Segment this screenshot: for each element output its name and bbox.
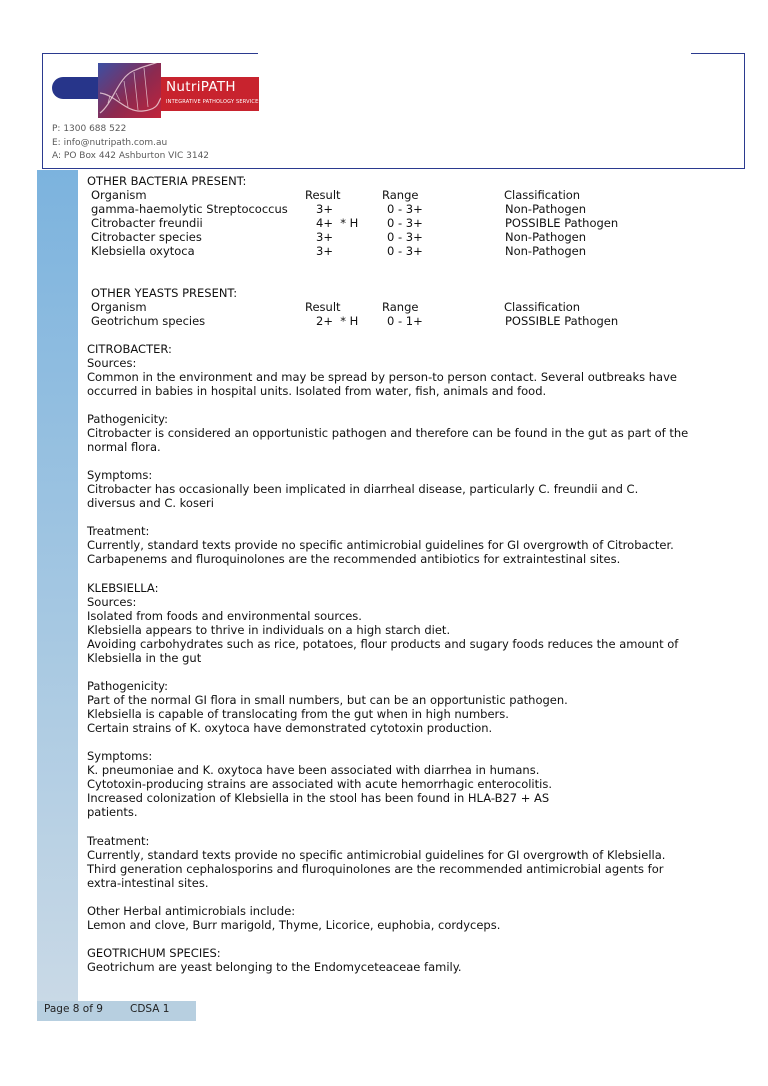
brand-name: NutriPATH <box>166 79 236 95</box>
page-number: Page 8 of 9 <box>44 1003 103 1015</box>
table-row-organism: Klebsiella oxytoca <box>91 244 195 258</box>
subheading: Pathogenicity: <box>87 412 169 426</box>
heading-citrobacter: CITROBACTER: <box>87 342 172 356</box>
text-line: Third generation cephalosporins and fluroquinolones are the recommended antimicrobial agents for <box>87 862 664 876</box>
table-row-organism: Citrobacter species <box>91 230 202 244</box>
subheading: Sources: <box>87 356 137 370</box>
subheading: Treatment: <box>87 524 150 538</box>
subheading: Symptoms: <box>87 468 153 482</box>
text-line: K. pneumoniae and K. oxytoca have been associated with diarrhea in humans. <box>87 763 540 777</box>
subheading: Sources: <box>87 595 137 609</box>
subheading: Pathogenicity: <box>87 679 169 693</box>
table-row-range: 0 - 3+ <box>387 230 423 244</box>
table-row-classification: POSSIBLE Pathogen <box>505 216 619 230</box>
text-line: Citrobacter is considered an opportunistic pathogen and therefore can be found in the gut as part of the <box>87 426 689 440</box>
subheading: Treatment: <box>87 834 150 848</box>
table-row-result: 2+ * H <box>316 314 359 328</box>
contact-address: A: PO Box 442 Ashburton VIC 3142 <box>52 151 210 161</box>
table-row-range: 0 - 3+ <box>387 202 423 216</box>
table-row-range: 0 - 3+ <box>387 244 423 258</box>
table-row-result: 3+ <box>316 244 333 258</box>
yeasts-header-result: Result <box>305 300 341 314</box>
sidebar-band <box>37 170 78 1002</box>
contact-phone: P: 1300 688 522 <box>52 124 127 134</box>
yeasts-header-range: Range <box>382 300 419 314</box>
logo-pill <box>52 77 102 99</box>
yeasts-header-organism: Organism <box>91 300 147 314</box>
text-line: Klebsiella in the gut <box>87 651 202 665</box>
dna-logo-icon <box>98 63 161 118</box>
text-line: Cytotoxin-producing strains are associated with acute hemorrhagic enterocolitis. <box>87 777 552 791</box>
heading-geotrichum: GEOTRICHUM SPECIES: <box>87 946 221 960</box>
table-row-classification: Non-Pathogen <box>505 230 587 244</box>
bacteria-header-result: Result <box>305 188 341 202</box>
table-row-organism: Geotrichum species <box>91 314 206 328</box>
table-row-result: 3+ <box>316 230 333 244</box>
table-row-classification: Non-Pathogen <box>505 244 587 258</box>
text-line: Certain strains of K. oxytoca have demonstrated cytotoxin production. <box>87 721 493 735</box>
text-line: Citrobacter has occasionally been implicated in diarrheal disease, particularly C. freundii and C. <box>87 482 639 496</box>
text-line: occurred in babies in hospital units. Isolated from water, fish, animals and food. <box>87 384 547 398</box>
heading-klebsiella: KLEBSIELLA: <box>87 581 159 595</box>
text-line: Increased colonization of Klebsiella in the stool has been found in HLA-B27 + AS <box>87 791 550 805</box>
text-line: Part of the normal GI flora in small numbers, but can be an opportunistic pathogen. <box>87 693 568 707</box>
table-row-range: 0 - 1+ <box>387 314 423 328</box>
text-line: patients. <box>87 805 138 819</box>
bacteria-header-range: Range <box>382 188 419 202</box>
text-line: extra-intestinal sites. <box>87 876 209 890</box>
text-line: Isolated from foods and environmental sources. <box>87 609 362 623</box>
table-row-organism: Citrobacter freundii <box>91 216 203 230</box>
report-code: CDSA 1 <box>130 1003 170 1015</box>
bacteria-header-organism: Organism <box>91 188 147 202</box>
text-line: Klebsiella is capable of translocating from the gut when in high numbers. <box>87 707 509 721</box>
text-line: Currently, standard texts provide no specific antimicrobial guidelines for GI overgrowth of Citrobacter. <box>87 538 674 552</box>
bacteria-header-classification: Classification <box>504 188 581 202</box>
subheading: Symptoms: <box>87 749 153 763</box>
text-line: Carbapenems and fluroquinolones are the recommended antibiotics for extraintestinal sites. <box>87 552 621 566</box>
table-row-classification: POSSIBLE Pathogen <box>505 314 619 328</box>
table-row-range: 0 - 3+ <box>387 216 423 230</box>
table-row-result: 3+ <box>316 202 333 216</box>
bacteria-title: OTHER BACTERIA PRESENT: <box>87 174 247 188</box>
text-line: Geotrichum are yeast belonging to the Endomyceteaceae family. <box>87 960 462 974</box>
text-line: normal flora. <box>87 440 161 454</box>
contact-email: E: info@nutripath.com.au <box>52 138 168 148</box>
subheading: Other Herbal antimicrobials include: <box>87 904 296 918</box>
table-row-organism: gamma-haemolytic Streptococcus <box>91 202 288 216</box>
text-line: Common in the environment and may be spread by person-to person contact. Several outbreaks have <box>87 370 677 384</box>
brand-tagline: INTEGRATIVE PATHOLOGY SERVICES <box>166 99 262 105</box>
yeasts-header-classification: Classification <box>504 300 581 314</box>
text-line: Currently, standard texts provide no specific antimicrobial guidelines for GI overgrowth of Klebsiella. <box>87 848 666 862</box>
yeasts-title: OTHER YEASTS PRESENT: <box>91 286 238 300</box>
text-line: Lemon and clove, Burr marigold, Thyme, Licorice, euphobia, cordyceps. <box>87 918 501 932</box>
text-line: diversus and C. koseri <box>87 496 214 510</box>
text-line: Avoiding carbohydrates such as rice, potatoes, flour products and sugary foods reduces the amount of <box>87 637 679 651</box>
text-line: Klebsiella appears to thrive in individuals on a high starch diet. <box>87 623 451 637</box>
table-row-classification: Non-Pathogen <box>505 202 587 216</box>
table-row-result: 4+ * H <box>316 216 359 230</box>
